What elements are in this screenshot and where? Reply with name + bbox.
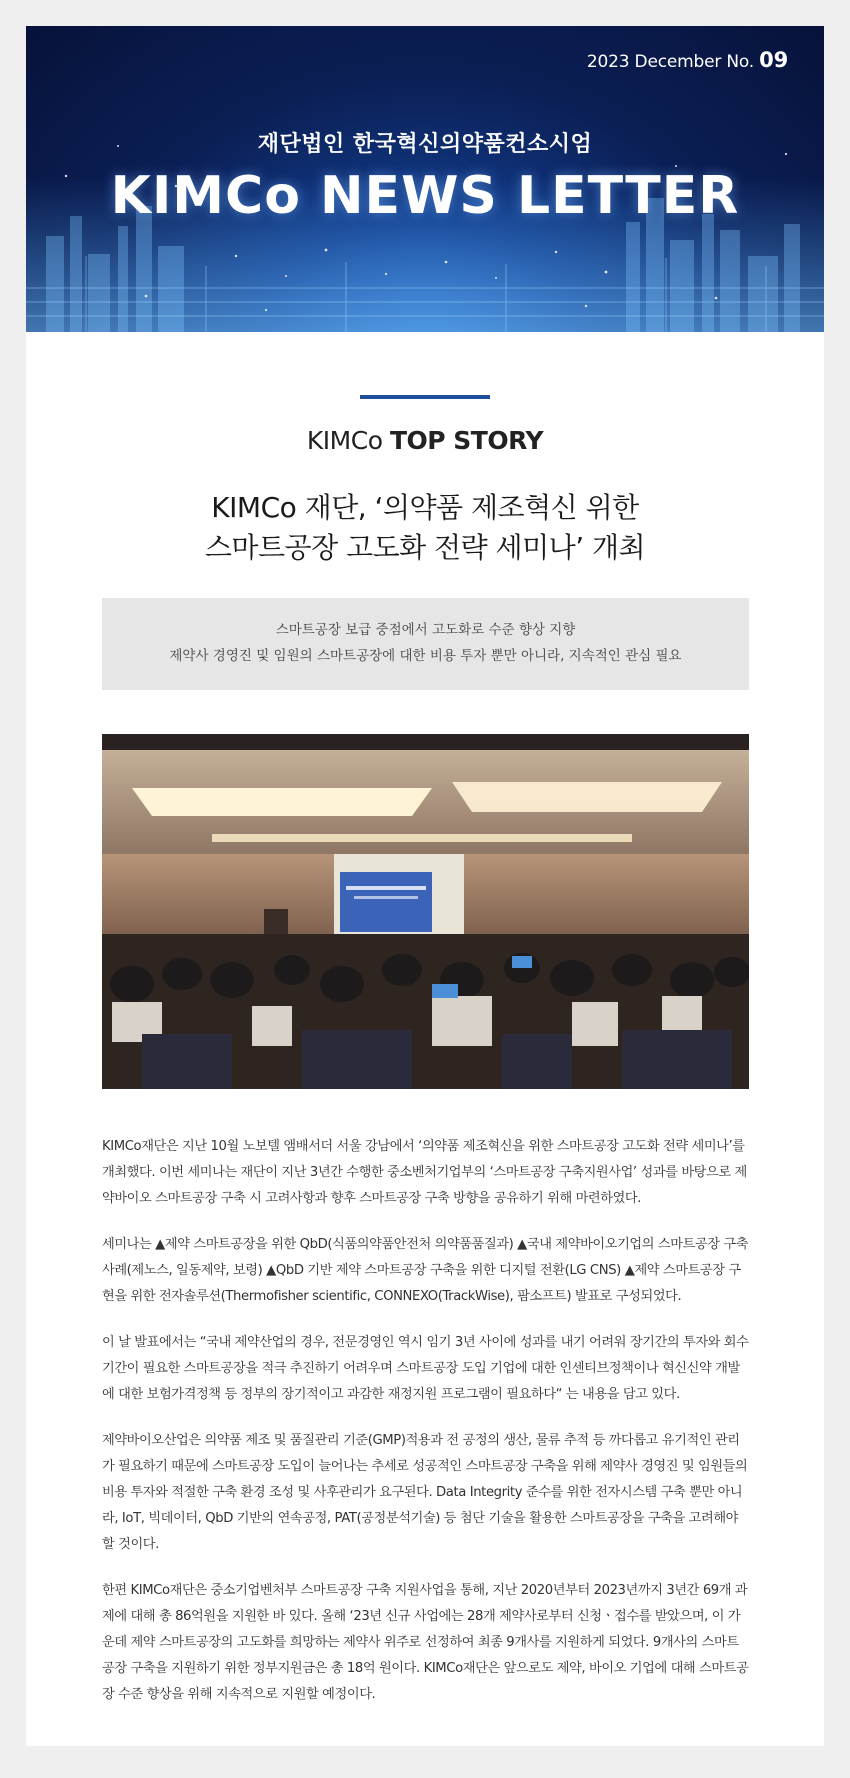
article-paragraph: 이 날 발표에서는 “국내 제약산업의 경우, 전문경영인 역시 임기 3년 사이에 성과를 내기 어려워 장기간의 투자와 회수기간이 필요한 스마트공장을 적극 추진하기 어려우며 스마트공장 도입 기업에 대한 인센티브정책이나 혁신신약 개발에 대한 보험가격정책 등 정부의 장기적이고 과감한 재정지원 프로그램이 필요하다“ 는 내용을 담고 있다. bbox=[102, 1335, 749, 1402]
article-paragraph: 세미나는 ▲제약 스마트공장을 위한 QbD(식품의약품안전처 의약품품질과) ▲국내 제약바이오기업의 스마트공장 구축 사례(제노스, 일동제약, 보령) ▲QbD 기반 제약 스마트공장 구축을 위한 디지털 전환(LG CNS) ▲제약 스마트공장 구현을 위한 전자솔루션(Thermofisher scientific, CONNEXO(TrackWise), 팜소프트) 발표로 구성되었다. bbox=[102, 1237, 749, 1304]
section-divider bbox=[360, 395, 490, 399]
seminar-hall-illustration bbox=[102, 734, 749, 1089]
article-paragraph: 한편 KIMCo재단은 중소기업벤처부 스마트공장 구축 지원사업을 통해, 지난 2020년부터 2023년까지 3년간 69개 과제에 대해 총 86억원을 지원한 바 있다. 올해 ‘23년 신규 사업에는 28개 제약사로부터 신청ㆍ접수를 받았으며, 이 가운데 제약 스마트공장의 고도화를 희망하는 제약사 위주로 선정하여 최종 9개사를 지원하게 되었다. 9개사의 스마트공장 구축을 지원하기 위한 정부지원금은 총 18억 원이다. KIMCo재단은 앞으로도 제약, 바이오 기업에 대해 스마트공장 수준 향상을 위해 지속적으로 지원할 예정이다. bbox=[102, 1583, 749, 1702]
issue-number: 09 bbox=[759, 48, 788, 72]
header-banner bbox=[26, 26, 824, 332]
section-prefix: KIMCo bbox=[306, 426, 383, 455]
seminar-photo bbox=[102, 734, 749, 1089]
headline-line-1: KIMCo 재단, ‘의약품 제조혁신 위한 bbox=[211, 491, 639, 524]
summary-box bbox=[102, 598, 749, 690]
issue-label bbox=[587, 48, 788, 72]
foundation-name: 재단법인 한국혁신의약품컨소시엄 bbox=[257, 132, 593, 157]
article-body bbox=[102, 1134, 749, 1728]
article-paragraph: 제약바이오산업은 의약품 제조 및 품질관리 기준(GMP)적용과 전 공정의 생산, 물류 추적 등 까다롭고 유기적인 관리가 필요하기 때문에 스마트공장 도입이 늘어나는 추세로 성공적인 스마트공장 구축을 위해 제약사 경영진 및 임원들의 비용 투자와 적절한 구축 환경 조성 및 사후관리가 요구된다. Data Integrity 준수를 위한 전자시스템 구축 뿐만 아니라, IoT, 빅데이터, QbD 기반의 연속공정, PAT(공정분석기술) 등 첨단 기술을 활용한 스마트공장을 구축을 고려해야 할 것이다. bbox=[102, 1433, 748, 1552]
article-headline bbox=[26, 488, 824, 568]
headline-line-2: 스마트공장 고도화 전략 세미나’ 개최 bbox=[204, 531, 646, 564]
article-paragraph: KIMCo재단은 지난 10월 노보텔 앰배서더 서울 강남에서 ‘의약품 제조혁신을 위한 스마트공장 고도화 전략 세미나’를 개최했다. 이번 세미나는 재단이 지난 3년간 수행한 중소벤처기업부의 ‘스마트공장 구축지원사업’ 성과를 바탕으로 제약바이오 스마트공장 구축 시 고려사항과 향후 스마트공장 구축 방향을 공유하기 위해 마련하였다. bbox=[102, 1139, 747, 1206]
summary-line-1: 스마트공장 보급 중점에서 고도화로 수준 향상 지향 bbox=[275, 622, 576, 638]
section-label: TOP STORY bbox=[389, 426, 544, 455]
newsletter-title: KIMCo NEWS LETTER bbox=[110, 166, 740, 226]
issue-prefix: 2023 December No. bbox=[586, 52, 754, 72]
summary-line-2: 제약사 경영진 및 임원의 스마트공장에 대한 비용 투자 뿐만 아니라, 지속적인 관심 필요 bbox=[169, 648, 682, 664]
section-title bbox=[26, 426, 824, 455]
newsletter-sheet bbox=[26, 26, 824, 1746]
